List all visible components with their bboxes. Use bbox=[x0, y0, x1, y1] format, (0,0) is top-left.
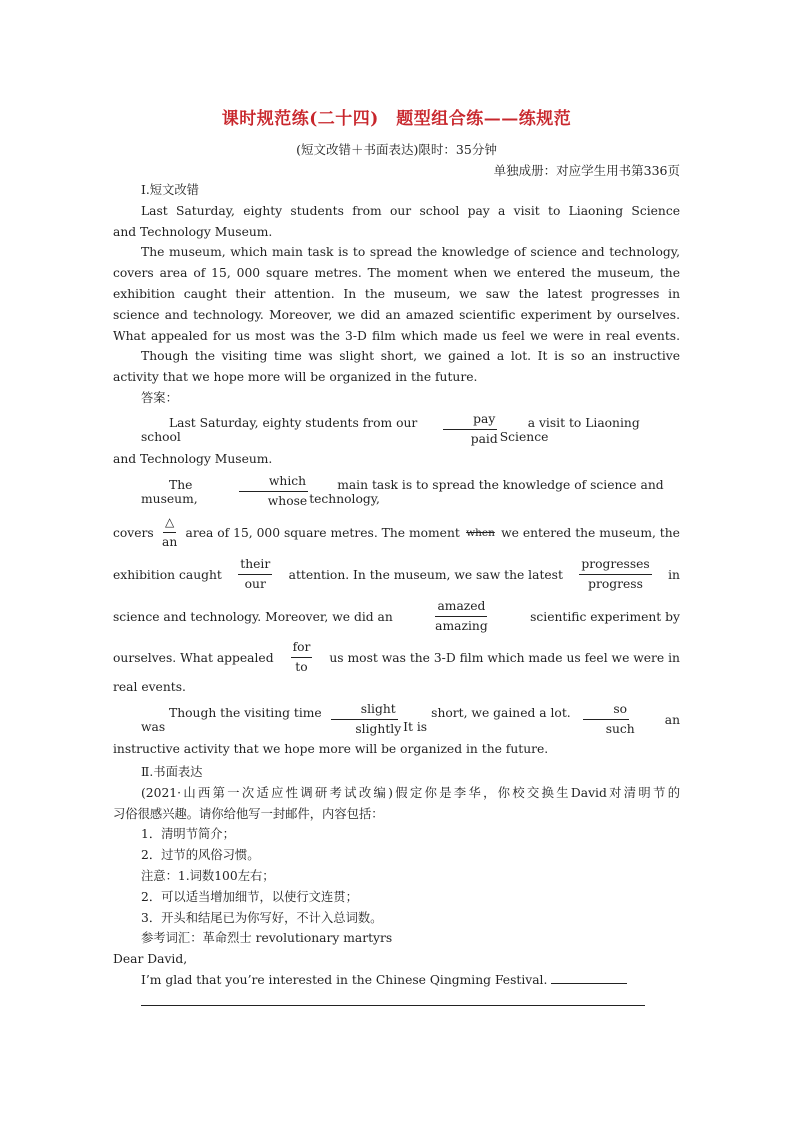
writing-blank-line[interactable] bbox=[141, 1005, 645, 1006]
passage-line: exhibition caught their attention. In the museum, we saw the latest progresses in bbox=[113, 286, 680, 301]
correction-their-our: $\frac{\text{their}}{\text{our}}$ bbox=[240, 557, 271, 591]
passage-line: The museum, which main task is to spread the knowledge of science and technology, bbox=[141, 245, 680, 260]
answer-line-6b: real events. bbox=[113, 680, 186, 694]
passage-line: and Technology Museum. bbox=[113, 224, 273, 239]
section-error-correction bbox=[113, 180, 680, 409]
answer-line-3: covers $\frac{\triangle}{an}$ area of 15, 000 square metres. The moment when we entered the museum, the bbox=[113, 513, 680, 552]
prompt-item: 1．清明节简介； bbox=[141, 827, 235, 842]
answer-line-2: The museum, $\frac{\text{which}}{\text{whose}}$ main task is to spread the knowledge of science and technology, bbox=[113, 472, 680, 511]
passage-line: Last Saturday, eighty students from our school pay a visit to Liaoning Science bbox=[141, 203, 680, 218]
writing-blank[interactable] bbox=[551, 973, 627, 984]
passage-line: science and technology. Moreover, we did an amazed scientific experiment by ourselves. bbox=[113, 307, 680, 322]
correction-delete-when: when bbox=[466, 526, 495, 539]
correction-amazed-amazing: $\frac{\text{amazed}}{\text{amazing}}$ bbox=[435, 599, 488, 633]
prompt-note: 3．开头和结尾已为你写好，不计入总词数。 bbox=[141, 910, 383, 925]
section-writing bbox=[113, 762, 680, 991]
answer-line-7b: instructive activity that we hope more will be organized in the future. bbox=[113, 742, 549, 756]
answer-line-1b: and Technology Museum. bbox=[113, 452, 273, 466]
passage-line: Though the visiting time was slight short, we gained a lot. It is so an instructive bbox=[141, 349, 680, 364]
correction-pay-paid: $\frac{\text{pay}}{\text{paid}}$ bbox=[441, 410, 500, 449]
answer-line-5: science and technology. Moreover, we did an $\frac{\text{amazed}}{\text{amazing}}$ scientific experiment by bbox=[113, 597, 680, 636]
prompt-item: 2．过节的风俗习惯。 bbox=[141, 848, 260, 863]
prompt-note: 注意：1.词数100左右； bbox=[141, 868, 275, 883]
vocab-hint: 参考词汇：革命烈士 revolutionary martyrs bbox=[141, 931, 393, 946]
correction-slight-slightly: $\frac{\text{slight}}{\text{slightly}}$ bbox=[325, 700, 403, 739]
answer-label: 答案： bbox=[141, 390, 178, 405]
passage-line: covers area of 15, 000 square metres. The moment when we entered the museum, the bbox=[113, 266, 680, 281]
letter-opening: I’m glad that you’re interested in the Chinese Qingming Festival. bbox=[113, 970, 680, 991]
correction-progresses-progress: $\frac{\text{progresses}}{\text{progress}}$ bbox=[581, 557, 650, 591]
answer-line-6: ourselves. What appealed $\frac{\text{for}}{to}$ us most was the 3-D film which made us feel we were in bbox=[113, 638, 680, 677]
answer-line-1: Last Saturday, eighty students from our school $\frac{\text{pay}}{\text{paid}}$ a visit to Liaoning Science bbox=[113, 410, 680, 449]
passage-line: activity that we hope more will be organized in the future. bbox=[113, 370, 478, 385]
prompt-line: (2021·山西第一次适应性调研考试改编)假定你是李华，你校交换生David对清明节的 bbox=[141, 785, 680, 800]
answer-line-7: Though the visiting time was $\frac{\text{slight}}{\text{slightly}}$ short, we gained a lot. It is $\frac{so}{\text{such}}$ an bbox=[113, 700, 680, 739]
prompt-note: 2．可以适当增加细节，以使行文连贯； bbox=[141, 889, 358, 904]
page-title: 课时规范练(二十四) 题型组合练——练规范 bbox=[221, 109, 572, 129]
correction-for-to: $\frac{\text{for}}{to}$ bbox=[292, 640, 311, 674]
correction-which-whose: $\frac{\text{which}}{\text{whose}}$ bbox=[238, 472, 309, 511]
prompt-line: 习俗很感兴趣。请你给他写一封邮件，内容包括： bbox=[113, 806, 384, 821]
letter-salutation: Dear David, bbox=[113, 952, 188, 967]
section1-heading: Ⅰ.短文改错 bbox=[141, 183, 199, 197]
answer-line-4: exhibition caught $\frac{\text{their}}{\text{our}}$ attention. In the museum, we saw the latest $\frac{\text{progresses}}{\text{progress}}$ in bbox=[113, 555, 680, 594]
correction-insert-an: $\frac{\triangle}{an}$ bbox=[162, 515, 178, 549]
book-reference-note: 单独成册：对应学生用书第336页 bbox=[493, 163, 680, 178]
passage-line: What appealed for us most was the 3-D film which made us feel we were in real events. bbox=[113, 328, 680, 343]
correction-so-such: $\frac{so}{\text{such}}$ bbox=[576, 700, 637, 739]
page-subtitle: (短文改错＋书面表达)限时：35分钟 bbox=[296, 142, 497, 157]
section2-heading: Ⅱ.书面表达 bbox=[141, 765, 203, 779]
